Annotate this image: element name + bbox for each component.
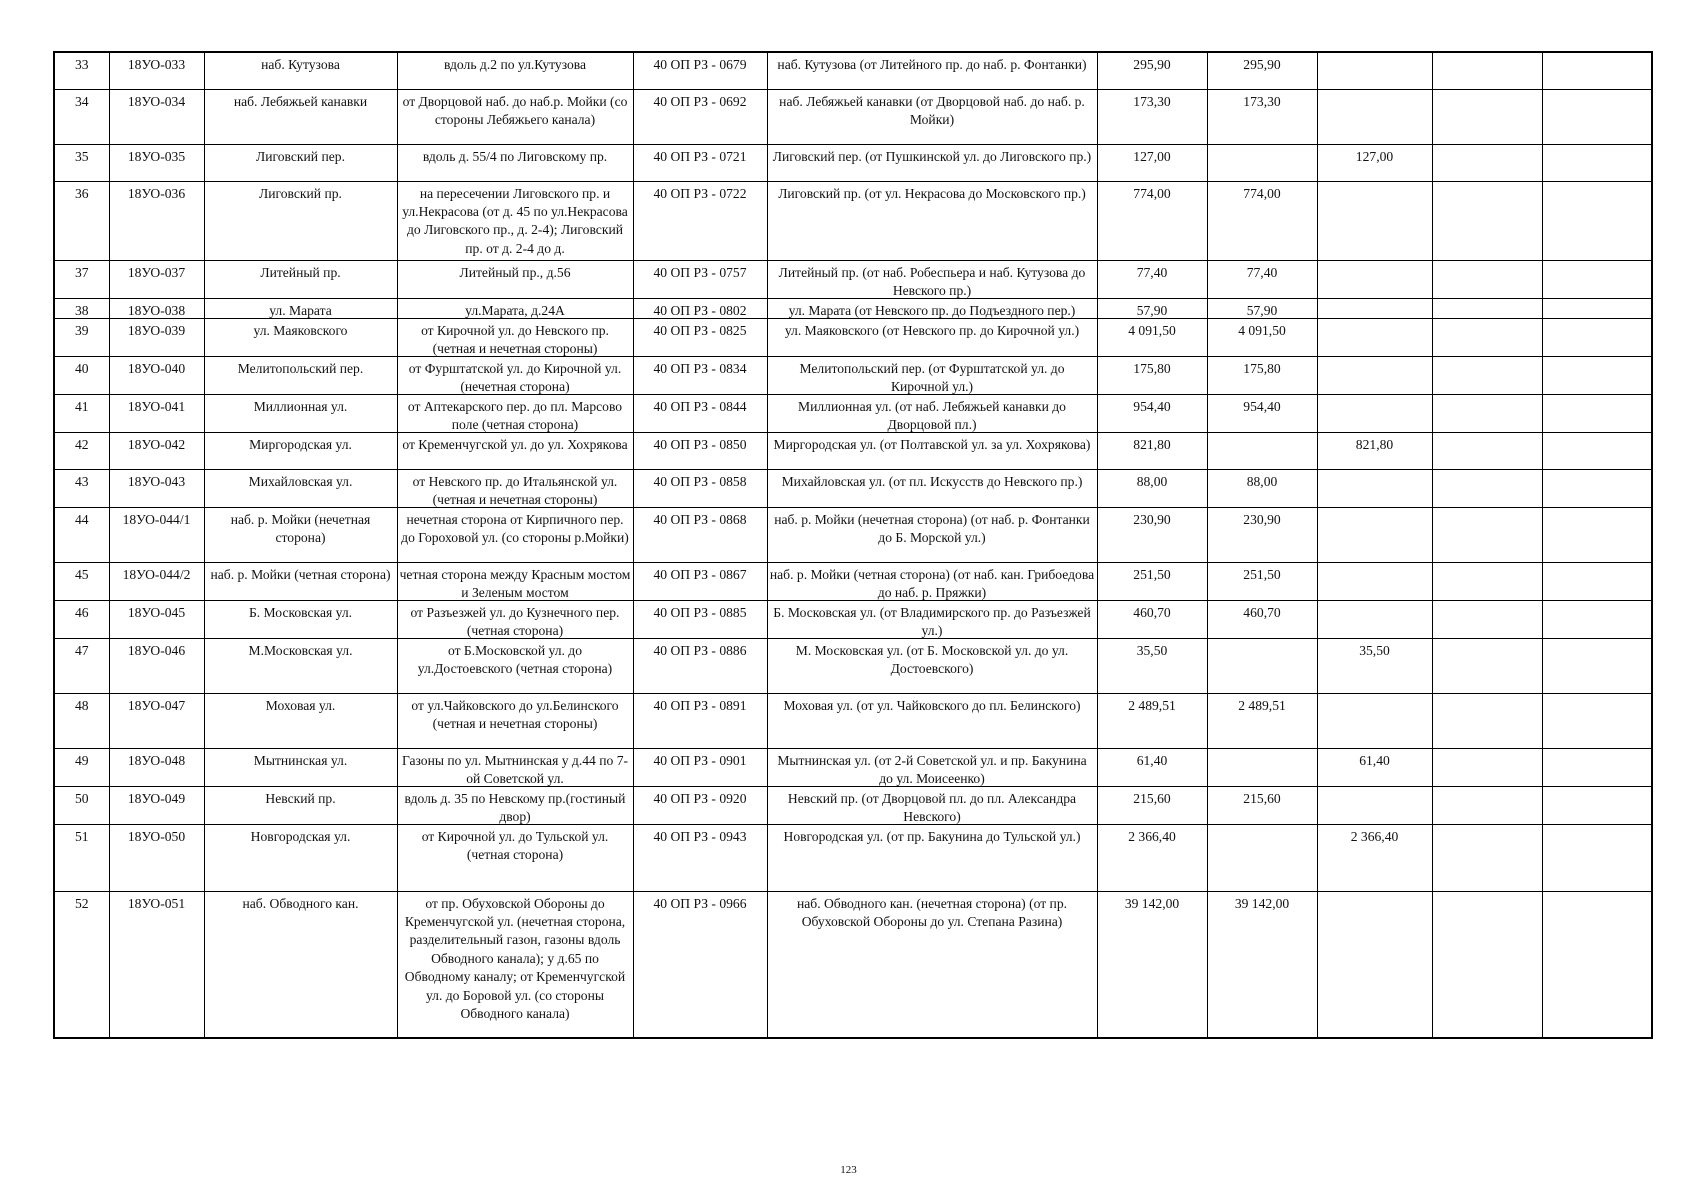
area-col3	[1432, 562, 1542, 600]
area-col1: 460,70	[1207, 600, 1317, 638]
area-total: 4 091,50	[1097, 318, 1207, 356]
area-col4	[1542, 748, 1652, 786]
area-col3	[1432, 89, 1542, 144]
road-name: наб. Кутузова (от Литейного пр. до наб. р. Фонтанки)	[767, 52, 1097, 89]
row-code: 18УО-034	[109, 89, 204, 144]
row-code: 18УО-050	[109, 824, 204, 891]
road-id: 40 ОП РЗ - 0825	[633, 318, 767, 356]
area-col3	[1432, 469, 1542, 507]
row-code: 18УО-035	[109, 144, 204, 181]
road-id: 40 ОП РЗ - 0891	[633, 693, 767, 748]
road-id: 40 ОП РЗ - 0920	[633, 786, 767, 824]
area-col4	[1542, 891, 1652, 1038]
road-name: Михайловская ул. (от пл. Искусств до Невского пр.)	[767, 469, 1097, 507]
area-col2	[1317, 469, 1432, 507]
area-total: 251,50	[1097, 562, 1207, 600]
area-col1: 88,00	[1207, 469, 1317, 507]
area-total: 295,90	[1097, 52, 1207, 89]
area-col3	[1432, 181, 1542, 260]
row-number: 48	[54, 693, 109, 748]
row-number: 33	[54, 52, 109, 89]
area-col1: 173,30	[1207, 89, 1317, 144]
area-col2	[1317, 507, 1432, 562]
object-name: наб. р. Мойки (четная сторона)	[204, 562, 397, 600]
area-col1: 77,40	[1207, 260, 1317, 298]
table-row	[54, 432, 1652, 469]
table-row	[54, 318, 1652, 356]
table-row	[54, 693, 1652, 748]
row-number: 40	[54, 356, 109, 394]
row-code: 18УО-051	[109, 891, 204, 1038]
row-number: 34	[54, 89, 109, 144]
area-col2	[1317, 562, 1432, 600]
location-description: Газоны по ул. Мытнинская у д.44 по 7-ой Советской ул.	[397, 748, 633, 786]
location-description: от Разъезжей ул. до Кузнечного пер. (четная сторона)	[397, 600, 633, 638]
table-row	[54, 356, 1652, 394]
road-name: Мелитопольский пер. (от Фурштатской ул. до Кирочной ул.)	[767, 356, 1097, 394]
row-code: 18УО-041	[109, 394, 204, 432]
table-body	[54, 52, 1652, 1038]
area-col4	[1542, 693, 1652, 748]
area-col2	[1317, 600, 1432, 638]
area-col4	[1542, 298, 1652, 318]
area-col3	[1432, 52, 1542, 89]
area-total: 954,40	[1097, 394, 1207, 432]
area-col2: 35,50	[1317, 638, 1432, 693]
road-id: 40 ОП РЗ - 0867	[633, 562, 767, 600]
area-col2	[1317, 298, 1432, 318]
area-col3	[1432, 891, 1542, 1038]
area-col3	[1432, 394, 1542, 432]
area-col2	[1317, 891, 1432, 1038]
area-col4	[1542, 394, 1652, 432]
road-id: 40 ОП РЗ - 0943	[633, 824, 767, 891]
area-total: 77,40	[1097, 260, 1207, 298]
row-number: 50	[54, 786, 109, 824]
row-number: 43	[54, 469, 109, 507]
table-row	[54, 891, 1652, 1038]
row-number: 38	[54, 298, 109, 318]
road-id: 40 ОП РЗ - 0966	[633, 891, 767, 1038]
row-number: 35	[54, 144, 109, 181]
area-col3	[1432, 748, 1542, 786]
area-col3	[1432, 432, 1542, 469]
area-col4	[1542, 144, 1652, 181]
row-code: 18УО-038	[109, 298, 204, 318]
location-description: от Кирочной ул. до Невского пр. (четная и нечетная стороны)	[397, 318, 633, 356]
object-name: Мытнинская ул.	[204, 748, 397, 786]
area-col1: 57,90	[1207, 298, 1317, 318]
area-total: 215,60	[1097, 786, 1207, 824]
area-total: 57,90	[1097, 298, 1207, 318]
road-name: Невский пр. (от Дворцовой пл. до пл. Александра Невского)	[767, 786, 1097, 824]
table-row	[54, 562, 1652, 600]
object-name: Миргородская ул.	[204, 432, 397, 469]
object-name: Лиговский пер.	[204, 144, 397, 181]
area-col1	[1207, 144, 1317, 181]
area-col4	[1542, 469, 1652, 507]
road-name: Миргородская ул. (от Полтавской ул. за ул. Хохрякова)	[767, 432, 1097, 469]
area-col2: 61,40	[1317, 748, 1432, 786]
object-name: ул. Маяковского	[204, 318, 397, 356]
location-description: от пр. Обуховской Обороны до Кременчугской ул. (нечетная сторона, разделительный газон, газоны вдоль Обводного канала); у д.65 по Обводному каналу; от Кременчугской ул. до Боровой ул. (со стороны Обводного канала)	[397, 891, 633, 1038]
row-number: 49	[54, 748, 109, 786]
road-id: 40 ОП РЗ - 0722	[633, 181, 767, 260]
row-number: 36	[54, 181, 109, 260]
road-id: 40 ОП РЗ - 0886	[633, 638, 767, 693]
area-col3	[1432, 600, 1542, 638]
location-description: от Невского пр. до Итальянской ул. (четная и нечетная стороны)	[397, 469, 633, 507]
table-row	[54, 600, 1652, 638]
row-code: 18УО-039	[109, 318, 204, 356]
area-col3	[1432, 507, 1542, 562]
road-name: ул. Марата (от Невского пр. до Подъездного пер.)	[767, 298, 1097, 318]
table-row	[54, 144, 1652, 181]
road-name: наб. р. Мойки (нечетная сторона) (от наб. р. Фонтанки до Б. Морской ул.)	[767, 507, 1097, 562]
area-total: 460,70	[1097, 600, 1207, 638]
area-col2	[1317, 181, 1432, 260]
area-col4	[1542, 600, 1652, 638]
area-col1: 4 091,50	[1207, 318, 1317, 356]
area-col4	[1542, 318, 1652, 356]
row-number: 52	[54, 891, 109, 1038]
area-col2	[1317, 260, 1432, 298]
row-code: 18УО-036	[109, 181, 204, 260]
area-col4	[1542, 507, 1652, 562]
object-name: Лиговский пр.	[204, 181, 397, 260]
area-total: 774,00	[1097, 181, 1207, 260]
row-code: 18УО-043	[109, 469, 204, 507]
road-id: 40 ОП РЗ - 0692	[633, 89, 767, 144]
road-id: 40 ОП РЗ - 0757	[633, 260, 767, 298]
area-col3	[1432, 824, 1542, 891]
row-number: 39	[54, 318, 109, 356]
object-name: наб. Лебяжьей канавки	[204, 89, 397, 144]
road-name: Лиговский пер. (от Пушкинской ул. до Лиговского пр.)	[767, 144, 1097, 181]
area-col1	[1207, 638, 1317, 693]
area-col1	[1207, 432, 1317, 469]
area-col4	[1542, 824, 1652, 891]
row-code: 18УО-033	[109, 52, 204, 89]
object-name: Моховая ул.	[204, 693, 397, 748]
road-id: 40 ОП РЗ - 0885	[633, 600, 767, 638]
area-col3	[1432, 638, 1542, 693]
area-col1: 2 489,51	[1207, 693, 1317, 748]
object-name: наб. р. Мойки (нечетная сторона)	[204, 507, 397, 562]
page-number: 123	[840, 1164, 857, 1176]
row-number: 37	[54, 260, 109, 298]
table-row	[54, 507, 1652, 562]
location-description: вдоль д.2 по ул.Кутузова	[397, 52, 633, 89]
table-row	[54, 52, 1652, 89]
table-row	[54, 260, 1652, 298]
area-col4	[1542, 638, 1652, 693]
area-col4	[1542, 562, 1652, 600]
road-id: 40 ОП РЗ - 0868	[633, 507, 767, 562]
area-col2	[1317, 318, 1432, 356]
location-description: от Фурштатской ул. до Кирочной ул. (нечетная сторона)	[397, 356, 633, 394]
area-total: 175,80	[1097, 356, 1207, 394]
table-row	[54, 748, 1652, 786]
area-col4	[1542, 181, 1652, 260]
location-description: от Б.Московской ул. до ул.Достоевского (четная сторона)	[397, 638, 633, 693]
area-col2: 127,00	[1317, 144, 1432, 181]
area-col1: 774,00	[1207, 181, 1317, 260]
road-name: Лиговский пр. (от ул. Некрасова до Московского пр.)	[767, 181, 1097, 260]
area-col2	[1317, 394, 1432, 432]
area-total: 61,40	[1097, 748, 1207, 786]
row-number: 45	[54, 562, 109, 600]
area-col2	[1317, 693, 1432, 748]
table-row	[54, 786, 1652, 824]
road-id: 40 ОП РЗ - 0858	[633, 469, 767, 507]
road-id: 40 ОП РЗ - 0844	[633, 394, 767, 432]
location-description: от Аптекарского пер. до пл. Марсово поле (четная сторона)	[397, 394, 633, 432]
area-col2	[1317, 356, 1432, 394]
table-row	[54, 181, 1652, 260]
object-name: М.Московская ул.	[204, 638, 397, 693]
road-name: Мытнинская ул. (от 2-й Советской ул. и пр. Бакунина до ул. Моисеенко)	[767, 748, 1097, 786]
area-total: 2 489,51	[1097, 693, 1207, 748]
area-col1: 954,40	[1207, 394, 1317, 432]
location-description: от Дворцовой наб. до наб.р. Мойки (со стороны Лебяжьего канала)	[397, 89, 633, 144]
area-col3	[1432, 693, 1542, 748]
area-col4	[1542, 89, 1652, 144]
area-col1: 230,90	[1207, 507, 1317, 562]
object-name: наб. Кутузова	[204, 52, 397, 89]
road-name: Литейный пр. (от наб. Робеспьера и наб. Кутузова до Невского пр.)	[767, 260, 1097, 298]
area-col3	[1432, 298, 1542, 318]
road-name: Новгородская ул. (от пр. Бакунина до Тульской ул.)	[767, 824, 1097, 891]
road-name: Моховая ул. (от ул. Чайковского до пл. Белинского)	[767, 693, 1097, 748]
area-col1: 295,90	[1207, 52, 1317, 89]
road-name: Миллионная ул. (от наб. Лебяжьей канавки до Дворцовой пл.)	[767, 394, 1097, 432]
location-description: от Кременчугской ул. до ул. Хохрякова	[397, 432, 633, 469]
row-code: 18УО-046	[109, 638, 204, 693]
green-zones-table	[53, 51, 1653, 1039]
area-col4	[1542, 356, 1652, 394]
area-total: 2 366,40	[1097, 824, 1207, 891]
object-name: ул. Марата	[204, 298, 397, 318]
row-code: 18УО-045	[109, 600, 204, 638]
area-col3	[1432, 260, 1542, 298]
area-col1	[1207, 748, 1317, 786]
object-name: Литейный пр.	[204, 260, 397, 298]
road-id: 40 ОП РЗ - 0901	[633, 748, 767, 786]
area-col2: 821,80	[1317, 432, 1432, 469]
object-name: Новгородская ул.	[204, 824, 397, 891]
area-total: 35,50	[1097, 638, 1207, 693]
table-row	[54, 394, 1652, 432]
object-name: Миллионная ул.	[204, 394, 397, 432]
location-description: от ул.Чайковского до ул.Белинского (четная и нечетная стороны)	[397, 693, 633, 748]
area-col2	[1317, 89, 1432, 144]
row-code: 18УО-049	[109, 786, 204, 824]
area-col4	[1542, 52, 1652, 89]
area-col2: 2 366,40	[1317, 824, 1432, 891]
area-col1	[1207, 824, 1317, 891]
area-total: 173,30	[1097, 89, 1207, 144]
road-id: 40 ОП РЗ - 0802	[633, 298, 767, 318]
object-name: Невский пр.	[204, 786, 397, 824]
row-number: 51	[54, 824, 109, 891]
table-row	[54, 824, 1652, 891]
area-col4	[1542, 432, 1652, 469]
row-number: 46	[54, 600, 109, 638]
area-total: 821,80	[1097, 432, 1207, 469]
area-total: 88,00	[1097, 469, 1207, 507]
row-number: 44	[54, 507, 109, 562]
area-col2	[1317, 786, 1432, 824]
area-total: 230,90	[1097, 507, 1207, 562]
row-number: 47	[54, 638, 109, 693]
table-row	[54, 89, 1652, 144]
area-col3	[1432, 356, 1542, 394]
row-code: 18УО-048	[109, 748, 204, 786]
road-name: наб. Лебяжьей канавки (от Дворцовой наб. до наб. р. Мойки)	[767, 89, 1097, 144]
area-col2	[1317, 52, 1432, 89]
object-name: Михайловская ул.	[204, 469, 397, 507]
road-id: 40 ОП РЗ - 0834	[633, 356, 767, 394]
road-id: 40 ОП РЗ - 0679	[633, 52, 767, 89]
object-name: Б. Московская ул.	[204, 600, 397, 638]
area-col4	[1542, 260, 1652, 298]
area-col3	[1432, 786, 1542, 824]
location-description: вдоль д. 55/4 по Лиговскому пр.	[397, 144, 633, 181]
object-name: Мелитопольский пер.	[204, 356, 397, 394]
area-col1: 39 142,00	[1207, 891, 1317, 1038]
table-row	[54, 298, 1652, 318]
area-total: 127,00	[1097, 144, 1207, 181]
road-name: наб. Обводного кан. (нечетная сторона) (от пр. Обуховской Обороны до ул. Степана Разина)	[767, 891, 1097, 1038]
row-code: 18УО-037	[109, 260, 204, 298]
row-code: 18УО-044/2	[109, 562, 204, 600]
location-description: четная сторона между Красным мостом и Зеленым мостом	[397, 562, 633, 600]
location-description: от Кирочной ул. до Тульской ул. (четная сторона)	[397, 824, 633, 891]
road-name: ул. Маяковского (от Невского пр. до Кирочной ул.)	[767, 318, 1097, 356]
location-description: Литейный пр., д.56	[397, 260, 633, 298]
object-name: наб. Обводного кан.	[204, 891, 397, 1038]
area-col1: 251,50	[1207, 562, 1317, 600]
location-description: нечетная сторона от Кирпичного пер. до Гороховой ул. (со стороны р.Мойки)	[397, 507, 633, 562]
row-code: 18УО-042	[109, 432, 204, 469]
row-code: 18УО-040	[109, 356, 204, 394]
area-col1: 175,80	[1207, 356, 1317, 394]
row-code: 18УО-047	[109, 693, 204, 748]
road-id: 40 ОП РЗ - 0721	[633, 144, 767, 181]
road-name: Б. Московская ул. (от Владимирского пр. до Разъезжей ул.)	[767, 600, 1097, 638]
table-row	[54, 469, 1652, 507]
location-description: ул.Марата, д.24А	[397, 298, 633, 318]
road-name: наб. р. Мойки (четная сторона) (от наб. кан. Грибоедова до наб. р. Пряжки)	[767, 562, 1097, 600]
row-code: 18УО-044/1	[109, 507, 204, 562]
table-row	[54, 638, 1652, 693]
road-name: М. Московская ул. (от Б. Московской ул. до ул. Достоевского)	[767, 638, 1097, 693]
area-col4	[1542, 786, 1652, 824]
location-description: вдоль д. 35 по Невскому пр.(гостиный двор)	[397, 786, 633, 824]
road-id: 40 ОП РЗ - 0850	[633, 432, 767, 469]
area-col3	[1432, 318, 1542, 356]
area-total: 39 142,00	[1097, 891, 1207, 1038]
area-col3	[1432, 144, 1542, 181]
area-col1: 215,60	[1207, 786, 1317, 824]
row-number: 41	[54, 394, 109, 432]
location-description: на пересечении Лиговского пр. и ул.Некрасова (от д. 45 по ул.Некрасова до Лиговского пр., д. 2-4); Лиговский пр. от д. 2-4 до д.	[397, 181, 633, 260]
row-number: 42	[54, 432, 109, 469]
